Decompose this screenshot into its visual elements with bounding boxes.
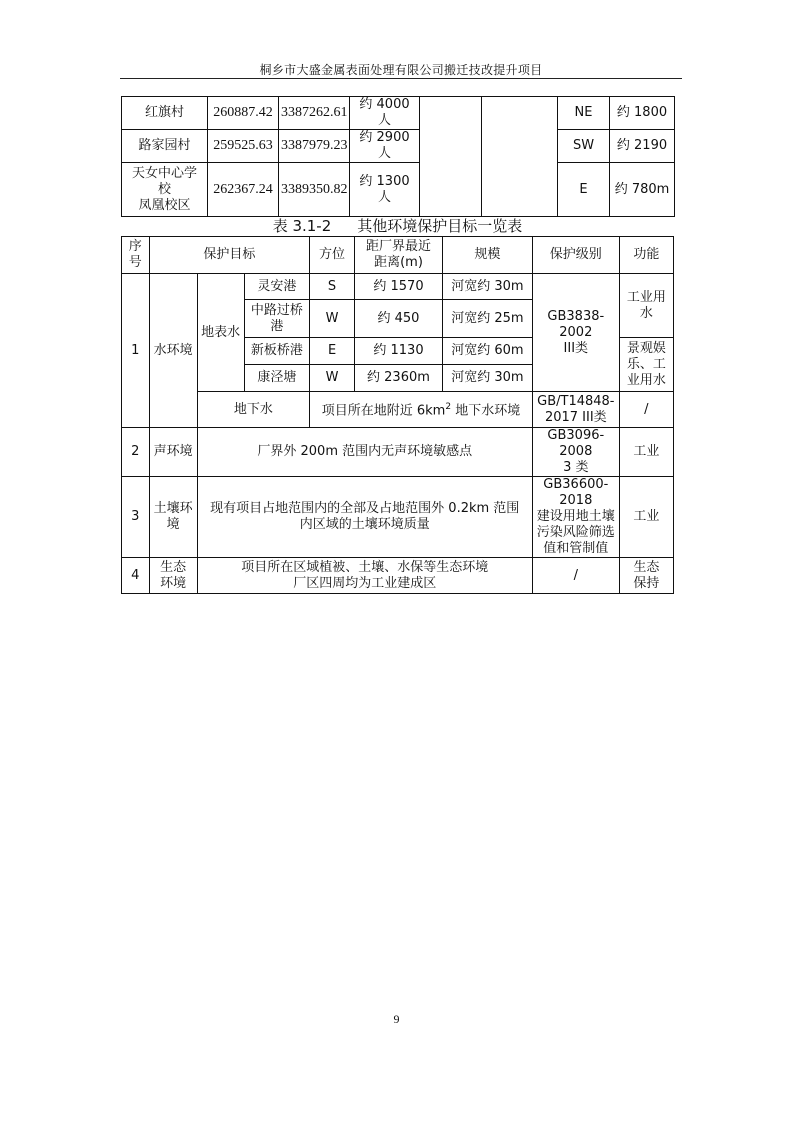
groundwater-level: GB/T14848- 2017 III类 <box>532 392 619 428</box>
water-body-distance: 约 2360m <box>355 365 443 392</box>
table-header-row <box>122 237 674 274</box>
coord-x: 259525.63 <box>208 130 279 163</box>
eco-description: 项目所在区域植被、土壤、水保等生态环境 厂区四周均为工业建成区 <box>197 558 532 594</box>
function-industrial-water: 工业用 水 <box>619 274 673 338</box>
document-header: 桐乡市大盛金属表面处理有限公司搬迁技改提升项目 <box>259 63 543 77</box>
header-target: 保护目标 <box>149 237 309 274</box>
water-body-name: 康泾塘 <box>244 365 309 392</box>
eco-function: 生态 保持 <box>619 558 673 594</box>
page-number: 9 <box>393 1012 400 1026</box>
header-direction: 方位 <box>310 237 355 274</box>
target-scale: 约 2900 人 <box>350 130 420 163</box>
water-body-scale: 河宽约 25m <box>442 300 532 338</box>
header-distance: 距厂界最近 距离(m) <box>355 237 443 274</box>
sound-description: 厂界外 200m 范围内无声环境敏感点 <box>197 428 532 477</box>
table-caption <box>121 215 674 236</box>
function-landscape-water: 景观娱 乐、工 业用水 <box>619 338 673 392</box>
category-label: 土壤环 境 <box>149 477 197 558</box>
target-name: 路家园村 <box>122 130 208 163</box>
caption-number: 表 3.1-2 <box>272 217 332 235</box>
row-index: 3 <box>122 477 150 558</box>
surface-water-level: GB3838-2002 III类 <box>532 274 619 392</box>
soil-description: 现有项目占地范围内的全部及占地范围外 0.2km 范围 内区域的土壤环境质量 <box>197 477 532 558</box>
water-body-name: 新板桥港 <box>244 338 309 365</box>
header-level: 保护级别 <box>532 237 619 274</box>
header-index: 序 号 <box>122 237 150 274</box>
groundwater-function: / <box>619 392 673 428</box>
water-body-distance: 约 1570 <box>355 274 443 300</box>
coord-y: 3387262.61 <box>279 97 350 130</box>
sound-function: 工业 <box>619 428 673 477</box>
water-body-scale: 河宽约 30m <box>442 365 532 392</box>
target-name: 红旗村 <box>122 97 208 130</box>
sound-level: GB3096-2008 3 类 <box>532 428 619 477</box>
coord-y: 3387979.23 <box>279 130 350 163</box>
water-body-scale: 河宽约 30m <box>442 274 532 300</box>
row-index: 4 <box>122 558 150 594</box>
category-label: 生态 环境 <box>149 558 197 594</box>
target-direction: E <box>558 163 610 217</box>
header-rule <box>120 78 682 79</box>
table-row <box>122 477 674 558</box>
water-body-distance: 约 1130 <box>355 338 443 365</box>
target-name: 天女中心学 校 凤凰校区 <box>122 163 208 217</box>
soil-function: 工业 <box>619 477 673 558</box>
water-body-name: 灵安港 <box>244 274 309 300</box>
table-row <box>122 428 674 477</box>
merged-empty-cell <box>420 97 482 217</box>
row-index: 2 <box>122 428 150 477</box>
coord-x: 262367.24 <box>208 163 279 217</box>
caption-title: 其他环境保护目标一览表 <box>357 217 523 235</box>
eco-level: / <box>532 558 619 594</box>
water-body-distance: 约 450 <box>355 300 443 338</box>
water-body-direction: W <box>310 300 355 338</box>
target-direction: SW <box>558 130 610 163</box>
target-direction: NE <box>558 97 610 130</box>
soil-level: GB36600-2018 建设用地土壤 污染风险筛选 值和管制值 <box>532 477 619 558</box>
target-distance: 约 1800 <box>610 97 675 130</box>
sensitive-targets-table-continued <box>121 96 675 217</box>
target-scale: 约 4000 人 <box>350 97 420 130</box>
other-protection-targets-table <box>121 236 674 594</box>
target-scale: 约 1300 人 <box>350 163 420 217</box>
table-row <box>122 558 674 594</box>
coord-x: 260887.42 <box>208 97 279 130</box>
water-body-name: 中路过桥 港 <box>244 300 309 338</box>
target-distance: 约 2190 <box>610 130 675 163</box>
category-label: 声环境 <box>149 428 197 477</box>
category-label: 水环境 <box>149 274 197 428</box>
target-distance: 约 780m <box>610 163 675 217</box>
table-row <box>122 97 675 130</box>
table-row <box>122 163 675 217</box>
table-row <box>122 130 675 163</box>
table-row <box>122 274 674 300</box>
merged-empty-cell <box>482 97 558 217</box>
water-body-direction: E <box>310 338 355 365</box>
table-row <box>122 392 674 428</box>
water-body-scale: 河宽约 60m <box>442 338 532 365</box>
water-body-direction: W <box>310 365 355 392</box>
coord-y: 3389350.82 <box>279 163 350 217</box>
surface-water-label: 地表水 <box>197 274 244 392</box>
groundwater-label: 地下水 <box>197 392 309 428</box>
groundwater-description: 项目所在地附近 $6km^2$ 地下水环境 <box>310 392 533 428</box>
header-function: 功能 <box>619 237 673 274</box>
row-index: 1 <box>122 274 150 428</box>
water-body-direction: S <box>310 274 355 300</box>
header-scale: 规模 <box>442 237 532 274</box>
